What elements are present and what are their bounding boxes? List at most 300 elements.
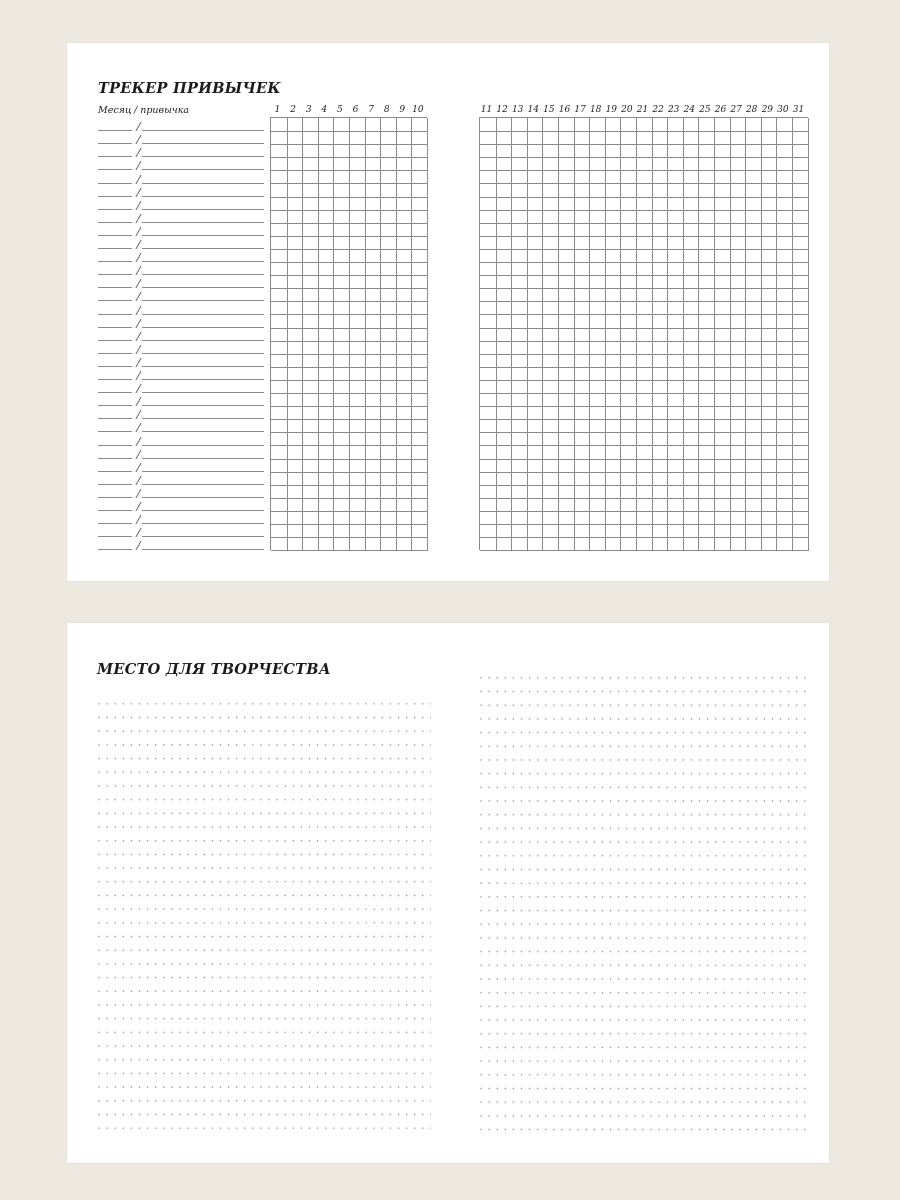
tracker-cell[interactable]	[396, 446, 413, 460]
tracker-cell[interactable]	[745, 288, 762, 302]
tracker-cell[interactable]	[365, 511, 382, 525]
tracker-cell[interactable]	[714, 393, 731, 407]
tracker-cell[interactable]	[496, 315, 513, 329]
tracker-cell[interactable]	[714, 315, 731, 329]
tracker-cell[interactable]	[511, 197, 528, 211]
tracker-cell[interactable]	[745, 406, 762, 420]
tracker-cell[interactable]	[714, 170, 731, 184]
tracker-cell[interactable]	[714, 341, 731, 355]
tracker-cell[interactable]	[761, 367, 778, 381]
tracker-cell[interactable]	[605, 118, 622, 132]
tracker-cell[interactable]	[636, 288, 653, 302]
tracker-cell[interactable]	[527, 498, 544, 512]
tracker-cell[interactable]	[620, 498, 637, 512]
tracker-cell[interactable]	[496, 511, 513, 525]
tracker-cell[interactable]	[620, 367, 637, 381]
tracker-cell[interactable]	[589, 419, 606, 433]
tracker-cell[interactable]	[302, 459, 319, 473]
tracker-cell[interactable]	[714, 275, 731, 289]
tracker-cell[interactable]	[761, 459, 778, 473]
tracker-cell[interactable]	[574, 118, 591, 132]
tracker-cell[interactable]	[761, 170, 778, 184]
tracker-cell[interactable]	[620, 301, 637, 315]
tracker-cell[interactable]	[620, 210, 637, 224]
tracker-cell[interactable]	[496, 432, 513, 446]
tracker-cell[interactable]	[698, 144, 715, 158]
tracker-cell[interactable]	[652, 157, 669, 171]
tracker-cell[interactable]	[636, 341, 653, 355]
tracker-cell[interactable]	[302, 184, 319, 198]
tracker-cell[interactable]	[302, 315, 319, 329]
tracker-cell[interactable]	[349, 262, 366, 276]
tracker-cell[interactable]	[271, 380, 288, 394]
month-entry-line[interactable]	[98, 143, 132, 144]
tracker-cell[interactable]	[776, 485, 793, 499]
tracker-cell[interactable]	[365, 131, 382, 145]
tracker-cell[interactable]	[380, 262, 397, 276]
tracker-cell[interactable]	[558, 498, 575, 512]
tracker-cell[interactable]	[605, 498, 622, 512]
tracker-cell[interactable]	[776, 236, 793, 250]
tracker-cell[interactable]	[605, 262, 622, 276]
tracker-cell[interactable]	[605, 144, 622, 158]
tracker-cell[interactable]	[776, 367, 793, 381]
tracker-cell[interactable]	[667, 210, 684, 224]
tracker-cell[interactable]	[318, 170, 335, 184]
tracker-cell[interactable]	[287, 419, 304, 433]
tracker-cell[interactable]	[605, 446, 622, 460]
tracker-cell[interactable]	[396, 485, 413, 499]
tracker-cell[interactable]	[558, 223, 575, 237]
tracker-cell[interactable]	[620, 197, 637, 211]
tracker-cell[interactable]	[365, 406, 382, 420]
tracker-cell[interactable]	[542, 223, 559, 237]
tracker-cell[interactable]	[698, 380, 715, 394]
tracker-cell[interactable]	[792, 236, 809, 250]
tracker-cell[interactable]	[527, 184, 544, 198]
tracker-cell[interactable]	[776, 498, 793, 512]
tracker-cell[interactable]	[396, 236, 413, 250]
tracker-cell[interactable]	[396, 511, 413, 525]
tracker-cell[interactable]	[333, 341, 350, 355]
tracker-cell[interactable]	[349, 223, 366, 237]
tracker-cell[interactable]	[380, 249, 397, 263]
tracker-cell[interactable]	[776, 354, 793, 368]
tracker-cell[interactable]	[558, 485, 575, 499]
tracker-cell[interactable]	[411, 184, 428, 198]
tracker-cell[interactable]	[558, 236, 575, 250]
tracker-cell[interactable]	[636, 170, 653, 184]
tracker-cell[interactable]	[271, 288, 288, 302]
tracker-cell[interactable]	[652, 419, 669, 433]
tracker-cell[interactable]	[411, 524, 428, 538]
tracker-cell[interactable]	[287, 275, 304, 289]
tracker-cell[interactable]	[411, 485, 428, 499]
tracker-cell[interactable]	[605, 485, 622, 499]
tracker-cell[interactable]	[380, 275, 397, 289]
tracker-cell[interactable]	[776, 472, 793, 486]
tracker-cell[interactable]	[636, 537, 653, 551]
tracker-cell[interactable]	[636, 380, 653, 394]
tracker-cell[interactable]	[620, 511, 637, 525]
tracker-cell[interactable]	[365, 301, 382, 315]
tracker-cell[interactable]	[396, 393, 413, 407]
month-entry-line[interactable]	[98, 169, 132, 170]
tracker-cell[interactable]	[542, 367, 559, 381]
tracker-cell[interactable]	[589, 118, 606, 132]
tracker-cell[interactable]	[511, 184, 528, 198]
tracker-cell[interactable]	[318, 393, 335, 407]
tracker-cell[interactable]	[287, 472, 304, 486]
tracker-cell[interactable]	[558, 210, 575, 224]
tracker-cell[interactable]	[620, 249, 637, 263]
tracker-cell[interactable]	[605, 341, 622, 355]
tracker-cell[interactable]	[745, 485, 762, 499]
tracker-cell[interactable]	[511, 210, 528, 224]
tracker-cell[interactable]	[792, 446, 809, 460]
tracker-cell[interactable]	[527, 236, 544, 250]
tracker-cell[interactable]	[620, 459, 637, 473]
tracker-cell[interactable]	[496, 118, 513, 132]
tracker-cell[interactable]	[683, 197, 700, 211]
tracker-cell[interactable]	[365, 144, 382, 158]
tracker-cell[interactable]	[574, 301, 591, 315]
tracker-cell[interactable]	[511, 223, 528, 237]
tracker-cell[interactable]	[349, 485, 366, 499]
tracker-cell[interactable]	[558, 354, 575, 368]
tracker-cell[interactable]	[480, 223, 497, 237]
tracker-cell[interactable]	[574, 236, 591, 250]
tracker-cell[interactable]	[271, 511, 288, 525]
tracker-cell[interactable]	[589, 498, 606, 512]
tracker-cell[interactable]	[683, 511, 700, 525]
tracker-cell[interactable]	[558, 446, 575, 460]
tracker-cell[interactable]	[527, 393, 544, 407]
tracker-cell[interactable]	[652, 354, 669, 368]
tracker-cell[interactable]	[542, 354, 559, 368]
tracker-cell[interactable]	[333, 328, 350, 342]
tracker-cell[interactable]	[792, 367, 809, 381]
tracker-cell[interactable]	[333, 524, 350, 538]
tracker-cell[interactable]	[730, 170, 747, 184]
tracker-cell[interactable]	[411, 157, 428, 171]
tracker-cell[interactable]	[318, 432, 335, 446]
month-entry-line[interactable]	[98, 235, 132, 236]
tracker-cell[interactable]	[349, 498, 366, 512]
tracker-cell[interactable]	[542, 380, 559, 394]
tracker-cell[interactable]	[620, 354, 637, 368]
tracker-cell[interactable]	[396, 380, 413, 394]
tracker-cell[interactable]	[542, 249, 559, 263]
tracker-cell[interactable]	[683, 472, 700, 486]
tracker-cell[interactable]	[761, 498, 778, 512]
tracker-cell[interactable]	[527, 406, 544, 420]
tracker-cell[interactable]	[287, 157, 304, 171]
tracker-cell[interactable]	[558, 341, 575, 355]
tracker-cell[interactable]	[652, 144, 669, 158]
month-entry-line[interactable]	[98, 130, 132, 131]
tracker-cell[interactable]	[792, 419, 809, 433]
tracker-cell[interactable]	[271, 537, 288, 551]
tracker-cell[interactable]	[302, 485, 319, 499]
tracker-cell[interactable]	[745, 236, 762, 250]
tracker-cell[interactable]	[792, 341, 809, 355]
tracker-cell[interactable]	[636, 498, 653, 512]
tracker-cell[interactable]	[745, 459, 762, 473]
tracker-cell[interactable]	[349, 197, 366, 211]
tracker-cell[interactable]	[396, 288, 413, 302]
tracker-cell[interactable]	[333, 288, 350, 302]
tracker-cell[interactable]	[667, 446, 684, 460]
tracker-cell[interactable]	[776, 524, 793, 538]
tracker-cell[interactable]	[714, 446, 731, 460]
tracker-cell[interactable]	[620, 157, 637, 171]
tracker-cell[interactable]	[605, 367, 622, 381]
tracker-cell[interactable]	[574, 459, 591, 473]
habit-entry-line[interactable]	[142, 484, 264, 485]
tracker-cell[interactable]	[652, 472, 669, 486]
tracker-cell[interactable]	[542, 118, 559, 132]
tracker-cell[interactable]	[574, 380, 591, 394]
tracker-cell[interactable]	[605, 328, 622, 342]
tracker-cell[interactable]	[776, 288, 793, 302]
tracker-cell[interactable]	[287, 367, 304, 381]
tracker-cell[interactable]	[761, 157, 778, 171]
tracker-cell[interactable]	[542, 498, 559, 512]
tracker-cell[interactable]	[698, 446, 715, 460]
tracker-cell[interactable]	[480, 249, 497, 263]
tracker-cell[interactable]	[589, 288, 606, 302]
tracker-cell[interactable]	[714, 432, 731, 446]
tracker-cell[interactable]	[652, 249, 669, 263]
tracker-cell[interactable]	[636, 197, 653, 211]
tracker-cell[interactable]	[527, 210, 544, 224]
tracker-cell[interactable]	[698, 170, 715, 184]
tracker-cell[interactable]	[380, 524, 397, 538]
tracker-cell[interactable]	[730, 498, 747, 512]
tracker-cell[interactable]	[333, 301, 350, 315]
tracker-cell[interactable]	[527, 472, 544, 486]
tracker-cell[interactable]	[287, 393, 304, 407]
tracker-cell[interactable]	[302, 236, 319, 250]
tracker-cell[interactable]	[776, 393, 793, 407]
tracker-cell[interactable]	[652, 170, 669, 184]
tracker-cell[interactable]	[411, 262, 428, 276]
tracker-cell[interactable]	[776, 537, 793, 551]
tracker-cell[interactable]	[527, 419, 544, 433]
tracker-cell[interactable]	[396, 524, 413, 538]
tracker-cell[interactable]	[605, 184, 622, 198]
tracker-cell[interactable]	[302, 157, 319, 171]
tracker-cell[interactable]	[558, 406, 575, 420]
habit-entry-line[interactable]	[142, 366, 264, 367]
tracker-cell[interactable]	[411, 472, 428, 486]
tracker-cell[interactable]	[761, 315, 778, 329]
tracker-cell[interactable]	[636, 118, 653, 132]
tracker-cell[interactable]	[730, 367, 747, 381]
tracker-cell[interactable]	[396, 315, 413, 329]
tracker-cell[interactable]	[792, 131, 809, 145]
tracker-cell[interactable]	[542, 485, 559, 499]
tracker-cell[interactable]	[349, 511, 366, 525]
habit-entry-line[interactable]	[142, 549, 264, 550]
tracker-cell[interactable]	[411, 354, 428, 368]
tracker-cell[interactable]	[620, 537, 637, 551]
tracker-cell[interactable]	[636, 406, 653, 420]
tracker-cell[interactable]	[542, 236, 559, 250]
tracker-cell[interactable]	[698, 432, 715, 446]
tracker-cell[interactable]	[667, 288, 684, 302]
tracker-cell[interactable]	[652, 367, 669, 381]
tracker-cell[interactable]	[318, 249, 335, 263]
tracker-cell[interactable]	[302, 249, 319, 263]
tracker-cell[interactable]	[302, 144, 319, 158]
tracker-cell[interactable]	[605, 288, 622, 302]
tracker-cell[interactable]	[349, 288, 366, 302]
tracker-cell[interactable]	[652, 315, 669, 329]
habit-entry-line[interactable]	[142, 196, 264, 197]
tracker-cell[interactable]	[287, 170, 304, 184]
tracker-cell[interactable]	[271, 236, 288, 250]
tracker-cell[interactable]	[287, 511, 304, 525]
tracker-cell[interactable]	[349, 157, 366, 171]
tracker-cell[interactable]	[714, 157, 731, 171]
tracker-cell[interactable]	[558, 170, 575, 184]
month-entry-line[interactable]	[98, 261, 132, 262]
tracker-cell[interactable]	[542, 262, 559, 276]
tracker-cell[interactable]	[730, 341, 747, 355]
tracker-cell[interactable]	[776, 328, 793, 342]
tracker-cell[interactable]	[318, 118, 335, 132]
tracker-cell[interactable]	[527, 328, 544, 342]
tracker-cell[interactable]	[652, 393, 669, 407]
habit-entry-line[interactable]	[142, 431, 264, 432]
tracker-cell[interactable]	[714, 236, 731, 250]
tracker-cell[interactable]	[511, 354, 528, 368]
tracker-cell[interactable]	[589, 524, 606, 538]
tracker-cell[interactable]	[605, 432, 622, 446]
tracker-cell[interactable]	[761, 341, 778, 355]
tracker-cell[interactable]	[511, 131, 528, 145]
tracker-cell[interactable]	[683, 144, 700, 158]
tracker-cell[interactable]	[792, 328, 809, 342]
tracker-cell[interactable]	[511, 262, 528, 276]
tracker-cell[interactable]	[761, 144, 778, 158]
tracker-cell[interactable]	[542, 406, 559, 420]
tracker-cell[interactable]	[271, 459, 288, 473]
tracker-cell[interactable]	[652, 341, 669, 355]
tracker-cell[interactable]	[667, 459, 684, 473]
tracker-cell[interactable]	[776, 157, 793, 171]
tracker-cell[interactable]	[365, 459, 382, 473]
tracker-cell[interactable]	[792, 393, 809, 407]
tracker-cell[interactable]	[745, 301, 762, 315]
tracker-cell[interactable]	[698, 459, 715, 473]
habit-entry-line[interactable]	[142, 209, 264, 210]
tracker-cell[interactable]	[511, 341, 528, 355]
tracker-cell[interactable]	[511, 511, 528, 525]
month-entry-line[interactable]	[98, 353, 132, 354]
tracker-cell[interactable]	[605, 511, 622, 525]
tracker-cell[interactable]	[574, 406, 591, 420]
tracker-cell[interactable]	[480, 184, 497, 198]
tracker-cell[interactable]	[302, 393, 319, 407]
tracker-cell[interactable]	[636, 459, 653, 473]
tracker-cell[interactable]	[333, 472, 350, 486]
tracker-cell[interactable]	[349, 419, 366, 433]
tracker-cell[interactable]	[776, 170, 793, 184]
tracker-cell[interactable]	[318, 236, 335, 250]
tracker-cell[interactable]	[667, 118, 684, 132]
tracker-cell[interactable]	[271, 223, 288, 237]
tracker-cell[interactable]	[287, 406, 304, 420]
tracker-cell[interactable]	[349, 537, 366, 551]
tracker-cell[interactable]	[365, 197, 382, 211]
tracker-cell[interactable]	[349, 131, 366, 145]
tracker-cell[interactable]	[574, 262, 591, 276]
tracker-cell[interactable]	[589, 157, 606, 171]
tracker-cell[interactable]	[574, 498, 591, 512]
tracker-cell[interactable]	[698, 157, 715, 171]
tracker-cell[interactable]	[714, 511, 731, 525]
tracker-cell[interactable]	[714, 328, 731, 342]
tracker-cell[interactable]	[333, 537, 350, 551]
tracker-cell[interactable]	[380, 301, 397, 315]
tracker-cell[interactable]	[730, 275, 747, 289]
tracker-cell[interactable]	[287, 459, 304, 473]
tracker-cell[interactable]	[527, 249, 544, 263]
tracker-cell[interactable]	[745, 511, 762, 525]
tracker-cell[interactable]	[652, 118, 669, 132]
tracker-cell[interactable]	[667, 144, 684, 158]
tracker-cell[interactable]	[605, 197, 622, 211]
tracker-cell[interactable]	[480, 144, 497, 158]
tracker-cell[interactable]	[349, 170, 366, 184]
tracker-cell[interactable]	[333, 393, 350, 407]
tracker-cell[interactable]	[318, 223, 335, 237]
tracker-cell[interactable]	[496, 472, 513, 486]
tracker-cell[interactable]	[589, 341, 606, 355]
tracker-cell[interactable]	[574, 170, 591, 184]
tracker-cell[interactable]	[698, 328, 715, 342]
tracker-cell[interactable]	[636, 275, 653, 289]
tracker-cell[interactable]	[558, 511, 575, 525]
tracker-cell[interactable]	[605, 223, 622, 237]
tracker-cell[interactable]	[574, 315, 591, 329]
tracker-cell[interactable]	[511, 485, 528, 499]
tracker-cell[interactable]	[745, 446, 762, 460]
tracker-cell[interactable]	[558, 118, 575, 132]
tracker-cell[interactable]	[380, 341, 397, 355]
tracker-cell[interactable]	[511, 367, 528, 381]
month-entry-line[interactable]	[98, 392, 132, 393]
tracker-cell[interactable]	[574, 419, 591, 433]
tracker-cell[interactable]	[792, 262, 809, 276]
tracker-cell[interactable]	[652, 498, 669, 512]
tracker-cell[interactable]	[776, 380, 793, 394]
tracker-cell[interactable]	[745, 275, 762, 289]
tracker-cell[interactable]	[574, 184, 591, 198]
tracker-cell[interactable]	[333, 210, 350, 224]
tracker-cell[interactable]	[698, 301, 715, 315]
tracker-cell[interactable]	[683, 236, 700, 250]
tracker-cell[interactable]	[698, 393, 715, 407]
tracker-cell[interactable]	[271, 144, 288, 158]
tracker-cell[interactable]	[271, 118, 288, 132]
tracker-cell[interactable]	[683, 210, 700, 224]
tracker-cell[interactable]	[396, 262, 413, 276]
habit-entry-line[interactable]	[142, 327, 264, 328]
